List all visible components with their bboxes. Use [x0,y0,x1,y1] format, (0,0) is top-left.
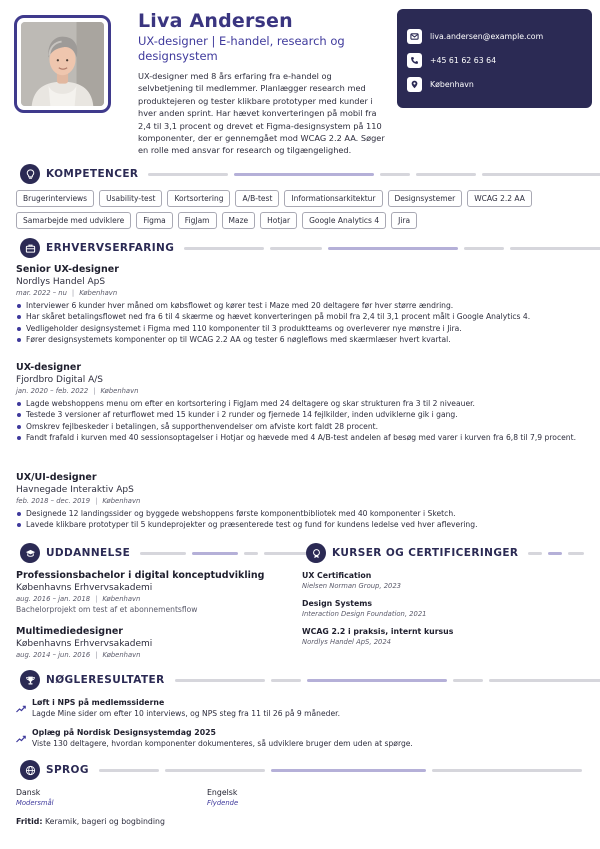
briefcase-icon [20,238,40,258]
graduation-cap-icon [20,543,40,563]
job-company: Havnegade Interaktiv ApS [16,485,134,495]
free-time-label: Fritid: [16,817,43,826]
achievement-desc: Lagde Mine sider om efter 10 interviews, og NPS steg fra 11 til 26 på 9 måneder. [32,709,340,718]
free-time [16,817,165,826]
skill-tag: A/B-test [235,190,279,207]
job-title: UX/UI-designer [16,472,97,483]
job-meta: jan. 2020 – feb. 2022 | København [16,387,139,395]
section-divider [99,769,582,772]
language-name: Engelsk [207,788,238,797]
envelope-icon [407,29,422,44]
experience-entry [16,362,586,444]
education-period: aug. 2014 – jun. 2016 [16,651,91,659]
languages-section-header [20,760,582,780]
job-title: UX-designer [16,362,82,373]
languages-section-title: SPROG [46,764,89,776]
job-period: feb. 2018 – dec. 2019 [16,497,91,505]
course-entry [302,626,582,647]
course-entry [302,598,582,619]
profile-photo [21,22,104,106]
skill-tag: FigJam [178,212,217,229]
education-location: København [102,595,141,603]
phone-icon [407,53,422,68]
education-section-header [20,543,310,563]
course-title: UX Certification [302,571,372,580]
language-entry [207,787,238,808]
achievement-row [16,727,586,749]
skill-tag: Designsystemer [388,190,463,207]
education-school: Københavns Erhvervsakademi [16,639,153,649]
profile-photo-frame [14,15,111,113]
skill-tag: Samarbejde med udviklere [16,212,131,229]
section-divider [175,679,600,682]
section-divider [140,552,310,555]
course-org: Nordlys Handel ApS, 2024 [302,638,391,646]
trophy-icon [20,670,40,690]
skill-tag: Maze [222,212,256,229]
education-meta: aug. 2014 – jun. 2016 | København [16,651,141,659]
profile-summary: UX-designer med 8 års erfaring fra e-handel og selvbetjening til medlemmer. Planlægger research med produktejeren og tester klikbare prototyper med kunder i hver anden sprint. Har hævet konverteringen på mobil fra 2,4 til 3,1 procent og drevet et Figma-designsystem på 110 komponenter, der er gennemgået mod WCAG 2.2 AA. Søger en rolle med ansvar for research og tilgængelighed. [138,71,385,156]
achievement-title: Løft i NPS på medlemssiderne [32,698,165,707]
location-pin-icon [407,77,422,92]
section-divider [184,247,600,250]
job-period: jan. 2020 – feb. 2022 [16,387,89,395]
bullet-item: Lagde webshoppens menu om efter en kortsortering i FigJam med 24 deltagere og skar strukturen fra 3 til 2 niveauer. [16,398,586,409]
certificate-badge-icon [306,543,326,563]
language-entry [16,787,54,808]
language-name: Dansk [16,788,41,797]
courses-section-header [306,543,584,563]
job-bullets [16,300,586,346]
lightbulb-icon [20,164,40,184]
experience-section-title: ERHVERVSERFARING [46,242,175,254]
achievements-section-title: NØGLERESULTATER [46,674,165,686]
contact-phone-row[interactable] [407,48,582,72]
education-desc: Bachelorprojekt om test af et abonnementsflow [16,605,198,614]
contact-location: København [430,79,474,89]
candidate-title: UX-designer | E-handel, research og designsystem [138,34,345,63]
achievement-row [16,697,586,719]
experience-entry [16,264,586,346]
course-entry [302,570,582,591]
course-title: WCAG 2.2 i praksis, internt kursus [302,627,454,636]
education-section-title: UDDANNELSE [46,547,131,559]
education-period: aug. 2016 – jan. 2018 [16,595,91,603]
job-title: Senior UX-designer [16,264,119,275]
job-meta: feb. 2018 – dec. 2019 | København [16,497,141,505]
bullet-item: Lavede klikbare prototyper til 5 kundeprojekter og præsenterede test og fund for kundens ledelse ved hver aflevering. [16,519,586,530]
bullet-item: Testede 3 versioner af returflowet med 15 kunder i 2 runder og fjernede 14 fejlkilder, inden udviklerne gik i gang. [16,409,586,420]
experience-section-header [20,238,600,258]
job-period: mar. 2022 – nu [16,289,67,297]
skill-tag: Kortsortering [167,190,230,207]
skill-tag: WCAG 2.2 AA [467,190,532,207]
job-bullets [16,398,586,444]
experience-entry [16,472,586,531]
skill-tag: Informationsarkitektur [284,190,382,207]
education-title: Professionsbachelor i digital konceptudvikling [16,570,265,581]
job-company: Nordlys Handel ApS [16,277,106,287]
free-time-text: Keramik, bageri og bogbinding [44,817,165,826]
achievement-title: Oplæg på Nordisk Designsystemdag 2025 [32,728,216,737]
contact-email[interactable]: liva.andersen@example.com [430,31,544,41]
trend-up-icon [16,697,28,719]
skills-section-header [20,164,600,184]
bullet-item: Fandt frafald i kurven med 40 sessionsoptagelser i Hotjar og hævede med 4 A/B-test andelen af besøg med varer i kurven fra 6,8 til 7,9 procent. [16,432,586,443]
globe-icon [20,760,40,780]
achievements-section-header [20,670,600,690]
course-title: Design Systems [302,599,373,608]
bullet-item: Vedligeholder designsystemet i Figma med 110 komponenter til 3 produktteams og overleverer nye mønstre i Jira. [16,323,586,334]
achievement-entry [16,727,586,749]
bullet-item: Omskrev fejlbeskeder i betalingen, så supporthenvendelser om afviste kort faldt 28 procent. [16,421,586,432]
language-level: Modersmål [16,799,54,807]
contact-location-row [407,72,582,96]
course-org: Interaction Design Foundation, 2021 [302,610,427,618]
skills-tag-list [16,190,586,229]
candidate-name: Liva Andersen [138,10,293,32]
bullet-item: Har skåret betalingsflowet ned fra 6 til 4 skærme og hævet konverteringen på mobil fra 2,4 til 3,1 procent målt i Google Analytics 4. [16,311,586,322]
job-bullets [16,508,586,531]
skill-tag: Brugerinterviews [16,190,94,207]
education-entry [16,626,296,660]
education-school: Københavns Erhvervsakademi [16,583,153,593]
bullet-item: Fører designsystemets komponenter op til WCAG 2.2 AA og tester 6 nøgleflows med skærmlæser hvert kvartal. [16,334,586,345]
skill-tag: Hotjar [260,212,297,229]
course-org: Nielsen Norman Group, 2023 [302,582,401,590]
courses-section-title: KURSER OG CERTIFICERINGER [332,547,519,559]
job-location: København [102,497,141,505]
contact-box [397,9,592,108]
skill-tag: Figma [136,212,173,229]
contact-email-row[interactable] [407,24,582,48]
section-divider [528,552,584,555]
job-location: København [100,387,139,395]
achievement-entry [16,697,586,719]
education-entry [16,570,296,615]
bullet-item: Designede 12 landingssider og byggede webshoppens første komponentbibliotek med 40 komponenter i Sketch. [16,508,586,519]
skill-tag: Usability-test [99,190,162,207]
skills-section-title: KOMPETENCER [46,168,139,180]
trend-up-icon [16,727,28,749]
skill-tag: Jira [391,212,417,229]
section-divider [148,173,600,176]
language-level: Flydende [207,799,239,807]
education-title: Multimediedesigner [16,626,123,637]
education-meta: aug. 2016 – jan. 2018 | København [16,595,141,603]
job-company: Fjordbro Digital A/S [16,375,103,385]
achievement-desc: Viste 130 deltagere, hvordan komponenter dokumenteres, så udviklere bruger dem uden at spørge. [32,739,413,748]
skill-tag: Google Analytics 4 [302,212,386,229]
bullet-item: Interviewer 6 kunder hver måned om købsflowet og kører test i Maze med 20 deltagere før hver større ændring. [16,300,586,311]
job-meta: mar. 2022 – nu | København [16,289,118,297]
education-location: København [102,651,141,659]
job-location: København [79,289,118,297]
contact-phone[interactable]: +45 61 62 63 64 [430,55,497,65]
